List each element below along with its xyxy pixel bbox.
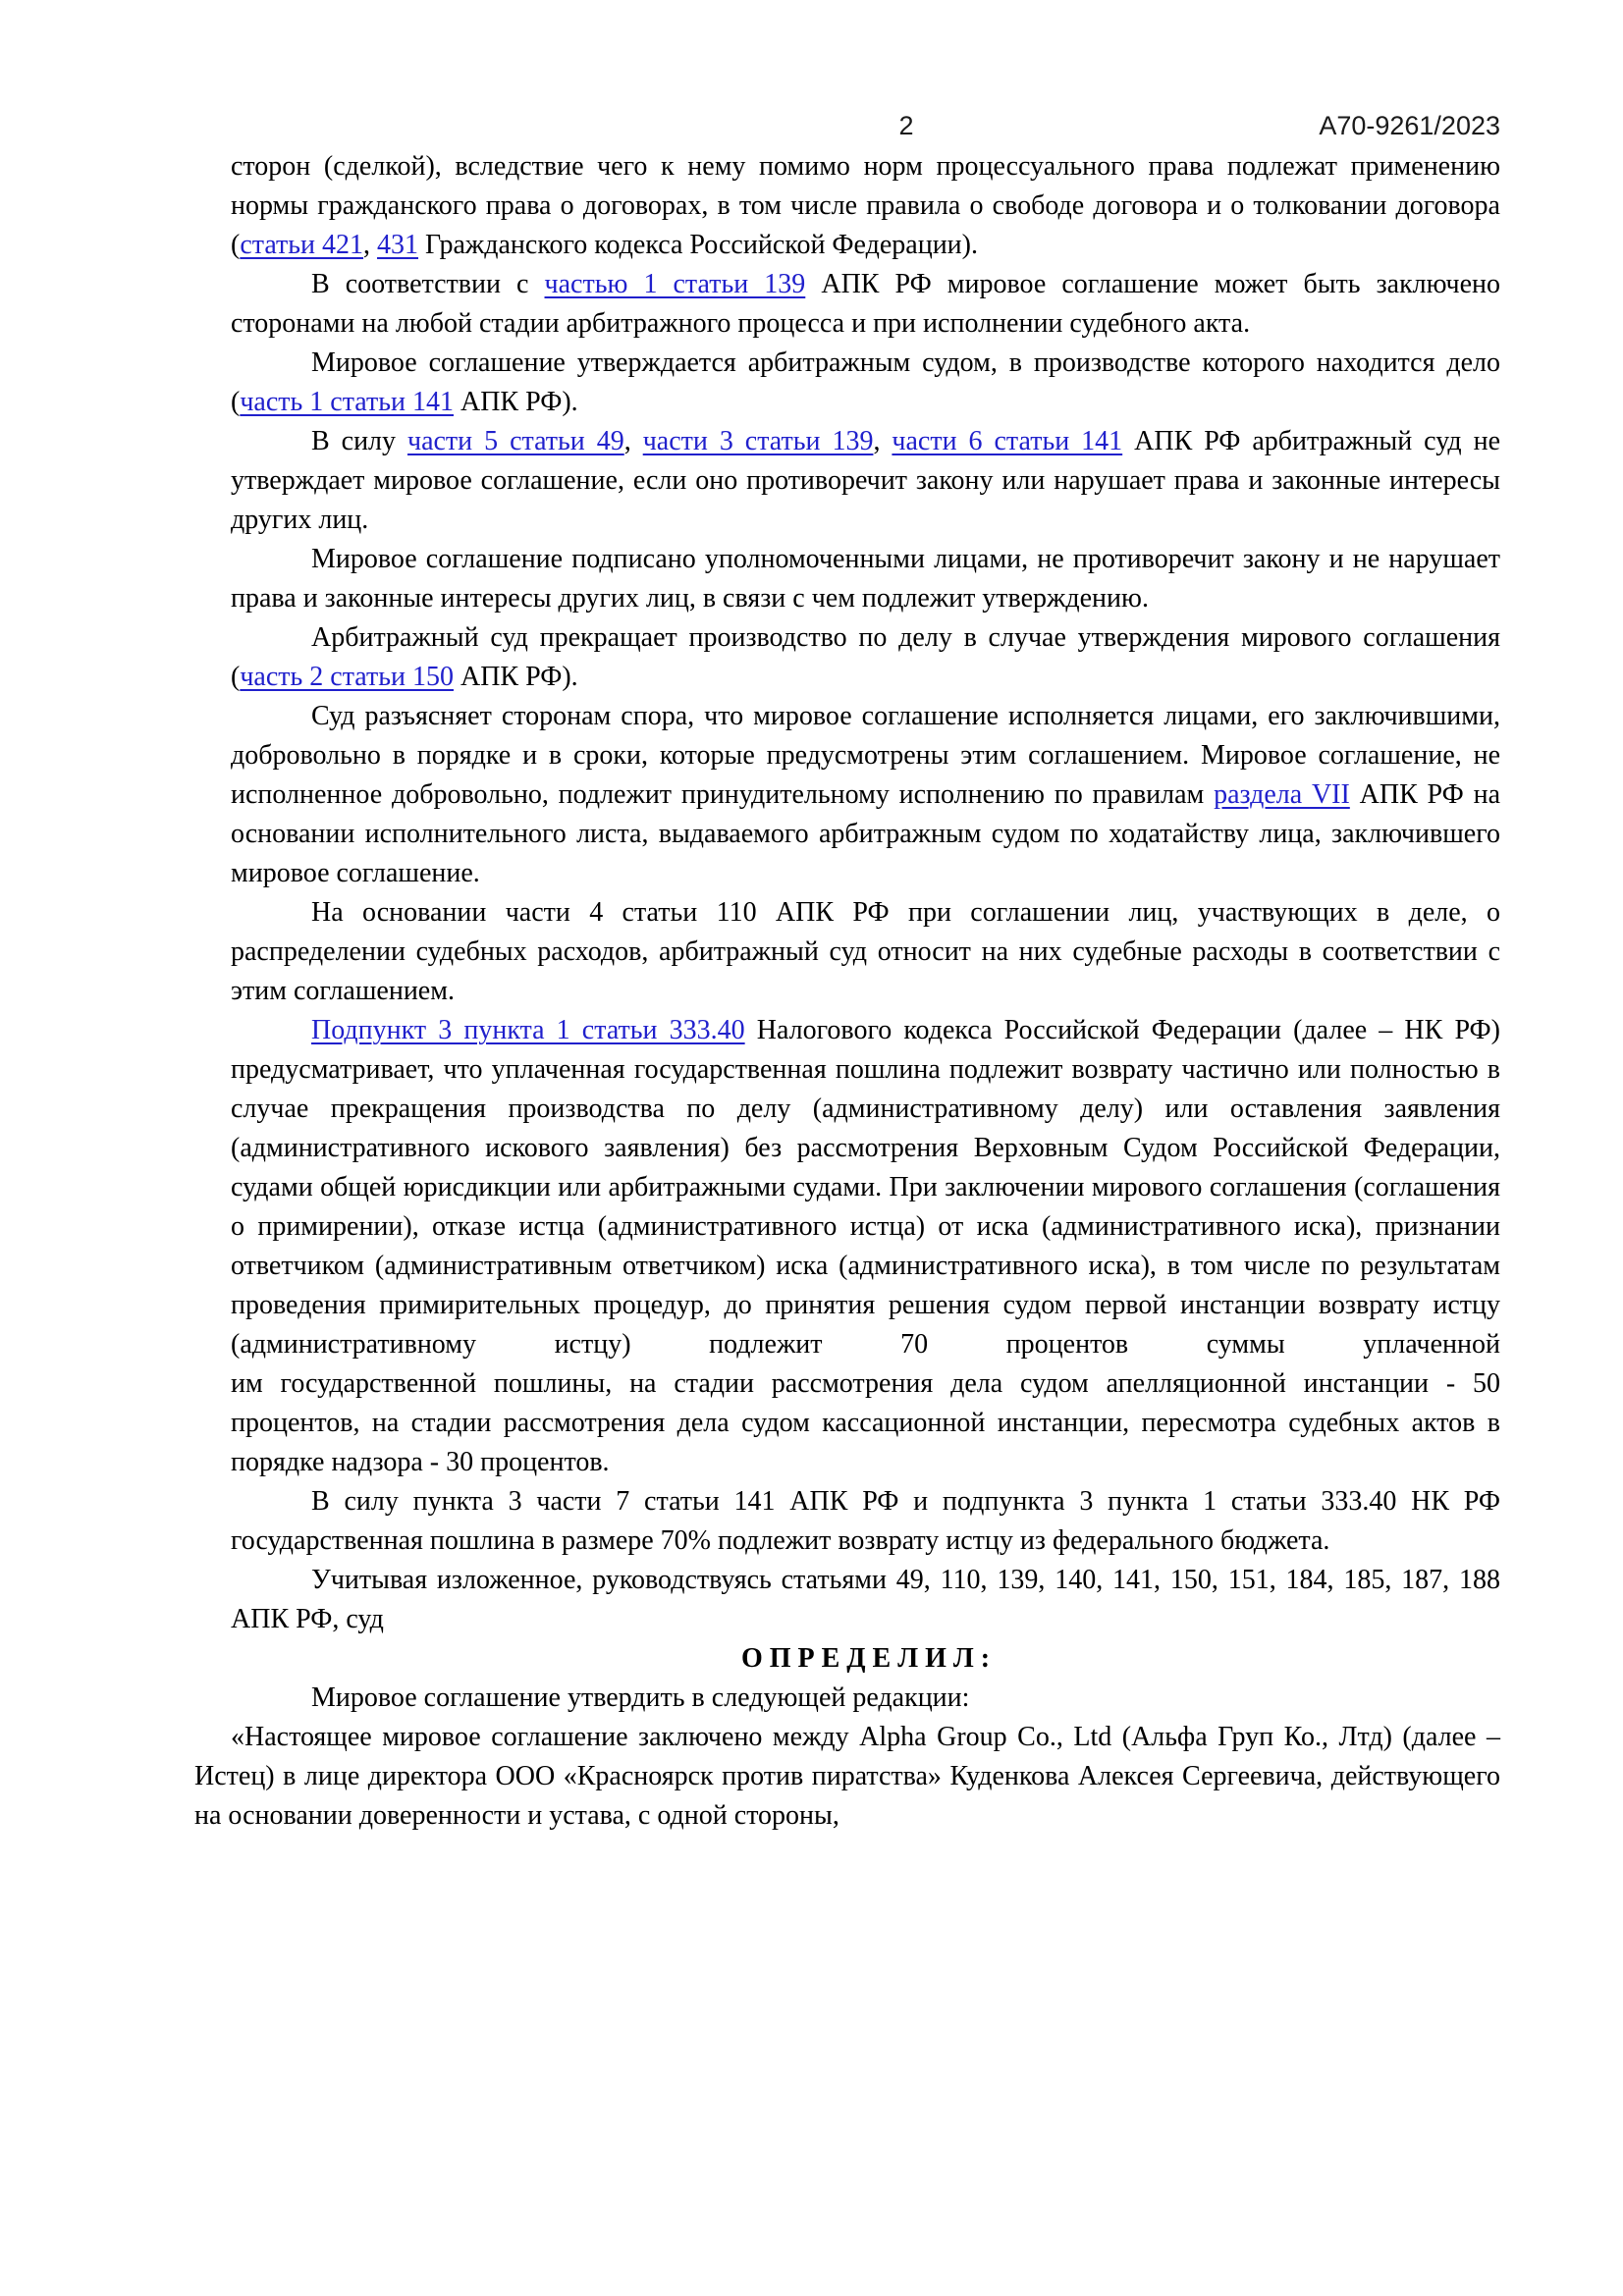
page-number: 2 <box>898 111 914 140</box>
paragraph-continuation <box>231 147 1500 265</box>
text-run: АПК РФ). <box>453 662 578 692</box>
paragraph <box>231 1561 1500 1639</box>
text-run: Арбитражный суд прекращает производство по делу в случае утверждения мирового соглашения ( <box>231 622 1500 692</box>
paragraph <box>231 1482 1500 1561</box>
paragraph <box>231 344 1500 422</box>
legal-reference-link[interactable]: частью 1 статьи 139 <box>544 269 806 299</box>
text-run: В силу <box>311 426 407 456</box>
page-header <box>0 110 1623 149</box>
ruling-heading <box>231 1639 1500 1679</box>
legal-reference-link[interactable]: Подпункт 3 пункта 1 статьи 333.40 <box>311 1015 745 1045</box>
paragraph <box>231 540 1500 618</box>
text-run: Мировое соглашение утверждается арбитражным судом, в производстве которого находится дело ( <box>231 347 1500 417</box>
legal-reference-link[interactable]: часть 2 статьи 150 <box>240 662 454 692</box>
case-number: А70-9261/2023 <box>1319 111 1500 140</box>
text-run: В силу пункта 3 части 7 статьи 141 АПК РФ и подпункта 3 пункта 1 статьи 333.40 НК РФ государственная пошлина в размере 70% подлежит возврату истцу из федерального бюджета. <box>231 1486 1500 1556</box>
text-run: Учитывая изложенное, руководствуясь статьями 49, 110, 139, 140, 141, 150, 151, 184, 185, 187, 188 АПК РФ, суд <box>231 1565 1500 1634</box>
text-run: АПК РФ мировое соглашение может быть заключено сторонами на любой стадии арбитражного процесса и при исполнении судебного акта. <box>231 269 1500 339</box>
text-run: Суд разъясняет сторонам спора, что мировое соглашение исполняется лицами, его заключившими, добровольно в порядке и в сроки, которые предусмотрены этим соглашением. Мировое соглашение, не исполненное добровольно, подлежит принудительному исполнению по правилам <box>231 701 1500 810</box>
paragraph <box>231 1364 1500 1482</box>
legal-reference-link[interactable]: части 5 статьи 49 <box>406 426 624 456</box>
text-run: , <box>873 426 893 456</box>
legal-reference-link[interactable]: части 3 статьи 139 <box>642 426 874 456</box>
legal-reference-link[interactable]: части 6 статьи 141 <box>892 426 1123 456</box>
text-run: В соответствии с <box>311 269 545 299</box>
legal-reference-link[interactable]: часть 1 статьи 141 <box>240 387 454 417</box>
legal-reference-link[interactable]: раздела VII <box>1214 779 1350 810</box>
text-run: , <box>623 426 643 456</box>
text-run: сторон (сделкой), вследствие чего к нему помимо норм процессуального права подлежат применению нормы гражданского права о договорах, в том числе правила о свободе договора и о толковании договора ( <box>231 151 1500 260</box>
paragraph <box>231 422 1500 540</box>
paragraph <box>231 697 1500 893</box>
paragraph <box>231 893 1500 1011</box>
text-run: Мировое соглашение утвердить в следующей редакции: <box>311 1682 970 1713</box>
text-run: Мировое соглашение подписано уполномоченными лицами, не противоречит закону и не нарушает права и законные интересы других лиц, в связи с чем подлежит утверждению. <box>231 544 1500 614</box>
text-run: Налогового кодекса Российской Федерации (далее – НК РФ) предусматривает, что уплаченная государственная пошлина подлежит возврату частично или полностью в случае прекращения производства по делу (административному делу) или оставления заявления (административного искового заявления) без рассмотрения Верховным Судом Российской Федерации, судами общей юрисдикции или арбитражными судами. При заключении мирового соглашения (соглашения о примирении), отказе истца (административного истца) от иска (административного иска), признании ответчиком (административным ответчиком) иска (административного иска), в том числе по результатам проведения примирительных процедур, до принятия решения судом первой инстанции возврату истцу (административному истцу) подлежит 70 процентов суммы уплаченной <box>231 1015 1500 1360</box>
text-run: им государственной пошлины, на стадии рассмотрения дела судом апелляционной инстанции - 50 процентов, на стадии рассмотрения дела судом кассационной инстанции, пересмотра судебных актов в порядке надзора - 30 процентов. <box>231 1368 1500 1477</box>
ruling-intro <box>231 1679 1500 1718</box>
text-run: «Настоящее мировое соглашение заключено между Alpha Group Co., Ltd (Альфа Груп Ко., Лтд) (далее – Истец) в лице директора ООО «Красноярск против пиратства» Куденкова Алексея Сергеевича, действующего на основании доверенности и устава, с одной стороны, <box>194 1722 1500 1831</box>
paragraph <box>231 618 1500 697</box>
document-body <box>194 147 1501 1836</box>
paragraph <box>231 1011 1500 1364</box>
text-run: Гражданского кодекса Российской Федерации). <box>418 230 978 260</box>
text-run: На основании части 4 статьи 110 АПК РФ при соглашении лиц, участвующих в деле, о распределении судебных расходов, арбитражный суд относит на них судебные расходы в соответствии с этим соглашением. <box>231 897 1500 1006</box>
text-run: АПК РФ арбитражный суд не утверждает мировое соглашение, если оно противоречит закону или нарушает права и законные интересы других лиц. <box>231 426 1501 535</box>
text-run: О П Р Е Д Е Л И Л : <box>740 1643 991 1674</box>
text-run: , <box>363 230 378 260</box>
text-run: АПК РФ). <box>453 387 578 417</box>
text-run: АПК РФ на основании исполнительного листа, выдаваемого арбитражным судом по ходатайству лица, заключившего мировое соглашение. <box>231 779 1500 888</box>
paragraph <box>231 265 1500 344</box>
legal-reference-link[interactable]: 431 <box>377 230 419 260</box>
settlement-quote <box>194 1718 1500 1836</box>
legal-reference-link[interactable]: статьи 421 <box>240 230 364 260</box>
